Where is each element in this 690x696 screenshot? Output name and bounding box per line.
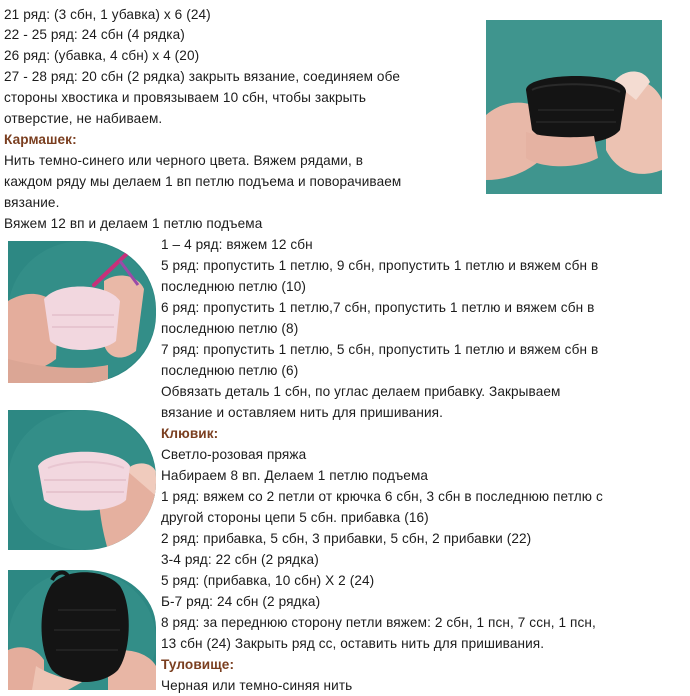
row-27-28-text: 27 - 28 ряд: 20 сбн (2 рядка) закрыть вязание, соединяем обе	[4, 69, 400, 84]
beak-row-line: Набираем 8 вп. Делаем 1 петлю подъема	[161, 468, 429, 483]
beak-row-line: другой стороны цепи 5 сбн. прибавка (16)	[161, 510, 429, 525]
pocket-row-line: Обвязать деталь 1 сбн, по углас делаем прибавку. Закрываем	[161, 384, 561, 399]
row-27-28-cont-text: стороны хвостика и провязываем 10 сбн, чтобы закрыть	[4, 90, 366, 105]
beak-row-line: Б-7 ряд: 24 сбн (2 рядка)	[161, 594, 321, 609]
beak-heading: Клювик:	[161, 426, 219, 441]
row-21-text: 21 ряд: (3 сбн, 1 убавка) х 6 (24)	[4, 7, 211, 22]
pocket-row-line: 7 ряд: пропустить 1 петлю, 5 сбн, пропустить 1 петлю и вяжем сбн в	[161, 342, 599, 357]
pocket-row-line: последнюю петлю (6)	[161, 363, 299, 378]
pink-crochet-hook-photo	[8, 241, 156, 383]
beak-row-line: 5 ряд: (прибавка, 10 сбн) Х 2 (24)	[161, 573, 375, 588]
pocket-row-line: последнюю петлю (8)	[161, 321, 299, 336]
black-body-photo	[8, 570, 156, 690]
pocket-intro-line: Нить темно-синего или черного цвета. Вяжем рядами, в	[4, 153, 364, 168]
pocket-row-line: 1 – 4 ряд: вяжем 12 сбн	[161, 237, 313, 252]
beak-row-line: 1 ряд: вяжем со 2 петли от крючка 6 сбн, 3 сбн в последнюю петлю с	[161, 489, 603, 504]
pocket-row-line: 5 ряд: пропустить 1 петлю, 9 сбн, пропустить 1 петлю и вяжем сбн в	[161, 258, 599, 273]
row-27-28-end-text: отверстие, не набиваем.	[4, 111, 163, 126]
pocket-intro-line: каждом ряду мы делаем 1 вп петлю подъема и поворачиваем	[4, 174, 402, 189]
black-pocket-photo	[486, 20, 662, 194]
pocket-intro-line: Вяжем 12 вп и делаем 1 петлю подъема	[4, 216, 263, 231]
beak-row-line: 2 ряд: прибавка, 5 сбн, 3 прибавки, 5 сбн, 2 прибавки (22)	[161, 531, 532, 546]
row-22-25-text: 22 - 25 ряд: 24 сбн (4 рядка)	[4, 27, 185, 42]
pink-beak-photo	[8, 410, 156, 550]
body-row-line: Черная или темно-синяя нить	[161, 678, 353, 693]
beak-row-line: 8 ряд: за переднюю сторону петли вяжем: 2 сбн, 1 псн, 7 ссн, 1 псн,	[161, 615, 596, 630]
row-26-text: 26 ряд: (убавка, 4 сбн) х 4 (20)	[4, 48, 200, 63]
pocket-row-line: 6 ряд: пропустить 1 петлю,7 сбн, пропустить 1 петлю и вяжем сбн в	[161, 300, 595, 315]
pocket-row-line: вязание и оставляем нить для пришивания.	[161, 405, 443, 420]
pocket-row-line: последнюю петлю (10)	[161, 279, 306, 294]
pocket-heading: Кармашек:	[4, 132, 77, 147]
body-heading: Туловище:	[161, 657, 235, 672]
beak-row-line: 3-4 ряд: 22 сбн (2 рядка)	[161, 552, 319, 567]
beak-row-line: Светло-розовая пряжа	[161, 447, 307, 462]
pocket-intro-line: вязание.	[4, 195, 60, 210]
beak-row-line: 13 сбн (24) Закрыть ряд сс, оставить нить для пришивания.	[161, 636, 545, 651]
